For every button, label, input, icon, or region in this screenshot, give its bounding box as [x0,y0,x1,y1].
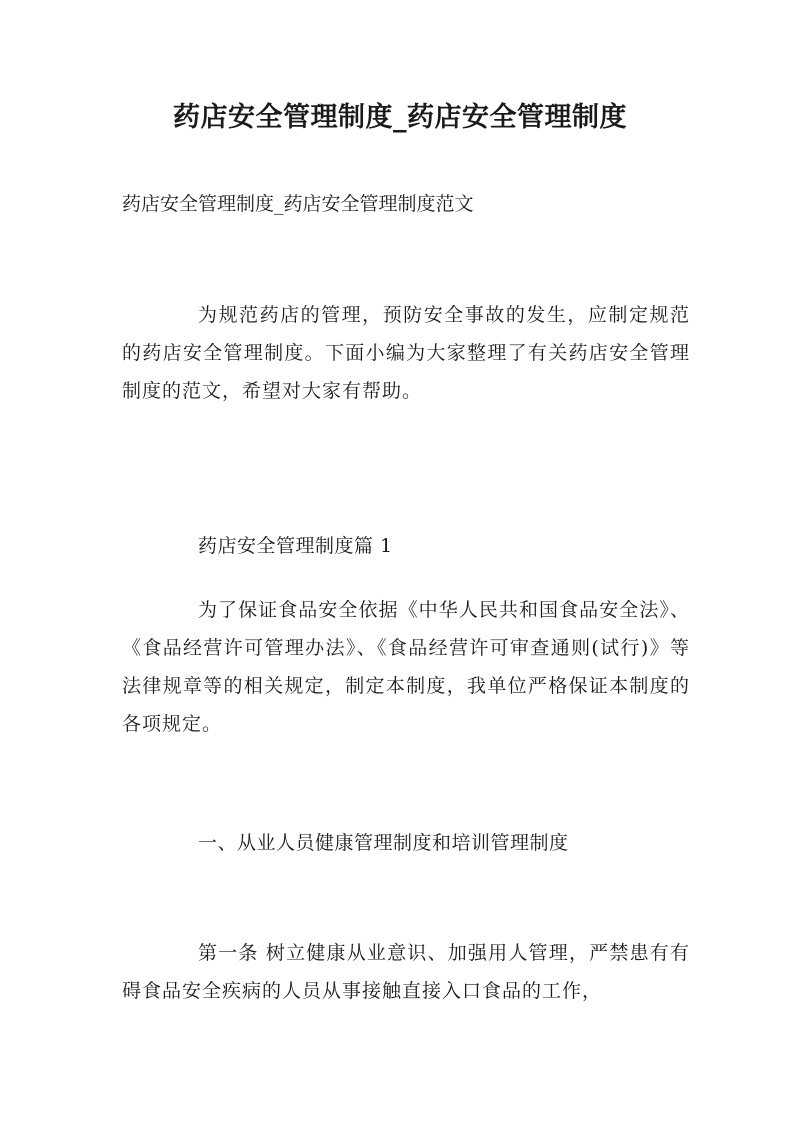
article-paragraph: 第一条 树立健康从业意识、加强用人管理，严禁患有有碍食品安全疾病的人员从事接触直接入口食品的工作， [122,942,690,1002]
section-heading: 药店安全管理制度篇 1 [198,535,393,557]
document-subtitle: 药店安全管理制度_药店安全管理制度范文 [122,193,474,215]
section-paragraph: 为了保证食品安全依据《中华人民共和国食品安全法》、《食品经营许可管理办法》、《食品经营许可审查通则(试行)》等法律规章等的相关规定，制定本制度，我单位严格保证本制度的各项规定。 [122,599,690,735]
chapter-heading: 一、从业人员健康管理制度和培训管理制度 [198,832,569,854]
intro-paragraph: 为规范药店的管理，预防安全事故的发生，应制定规范的药店安全管理制度。下面小编为大家整理了有关药店安全管理制度的范文，希望对大家有帮助。 [122,304,690,402]
document-title: 药店安全管理制度_药店安全管理制度 [173,102,627,133]
